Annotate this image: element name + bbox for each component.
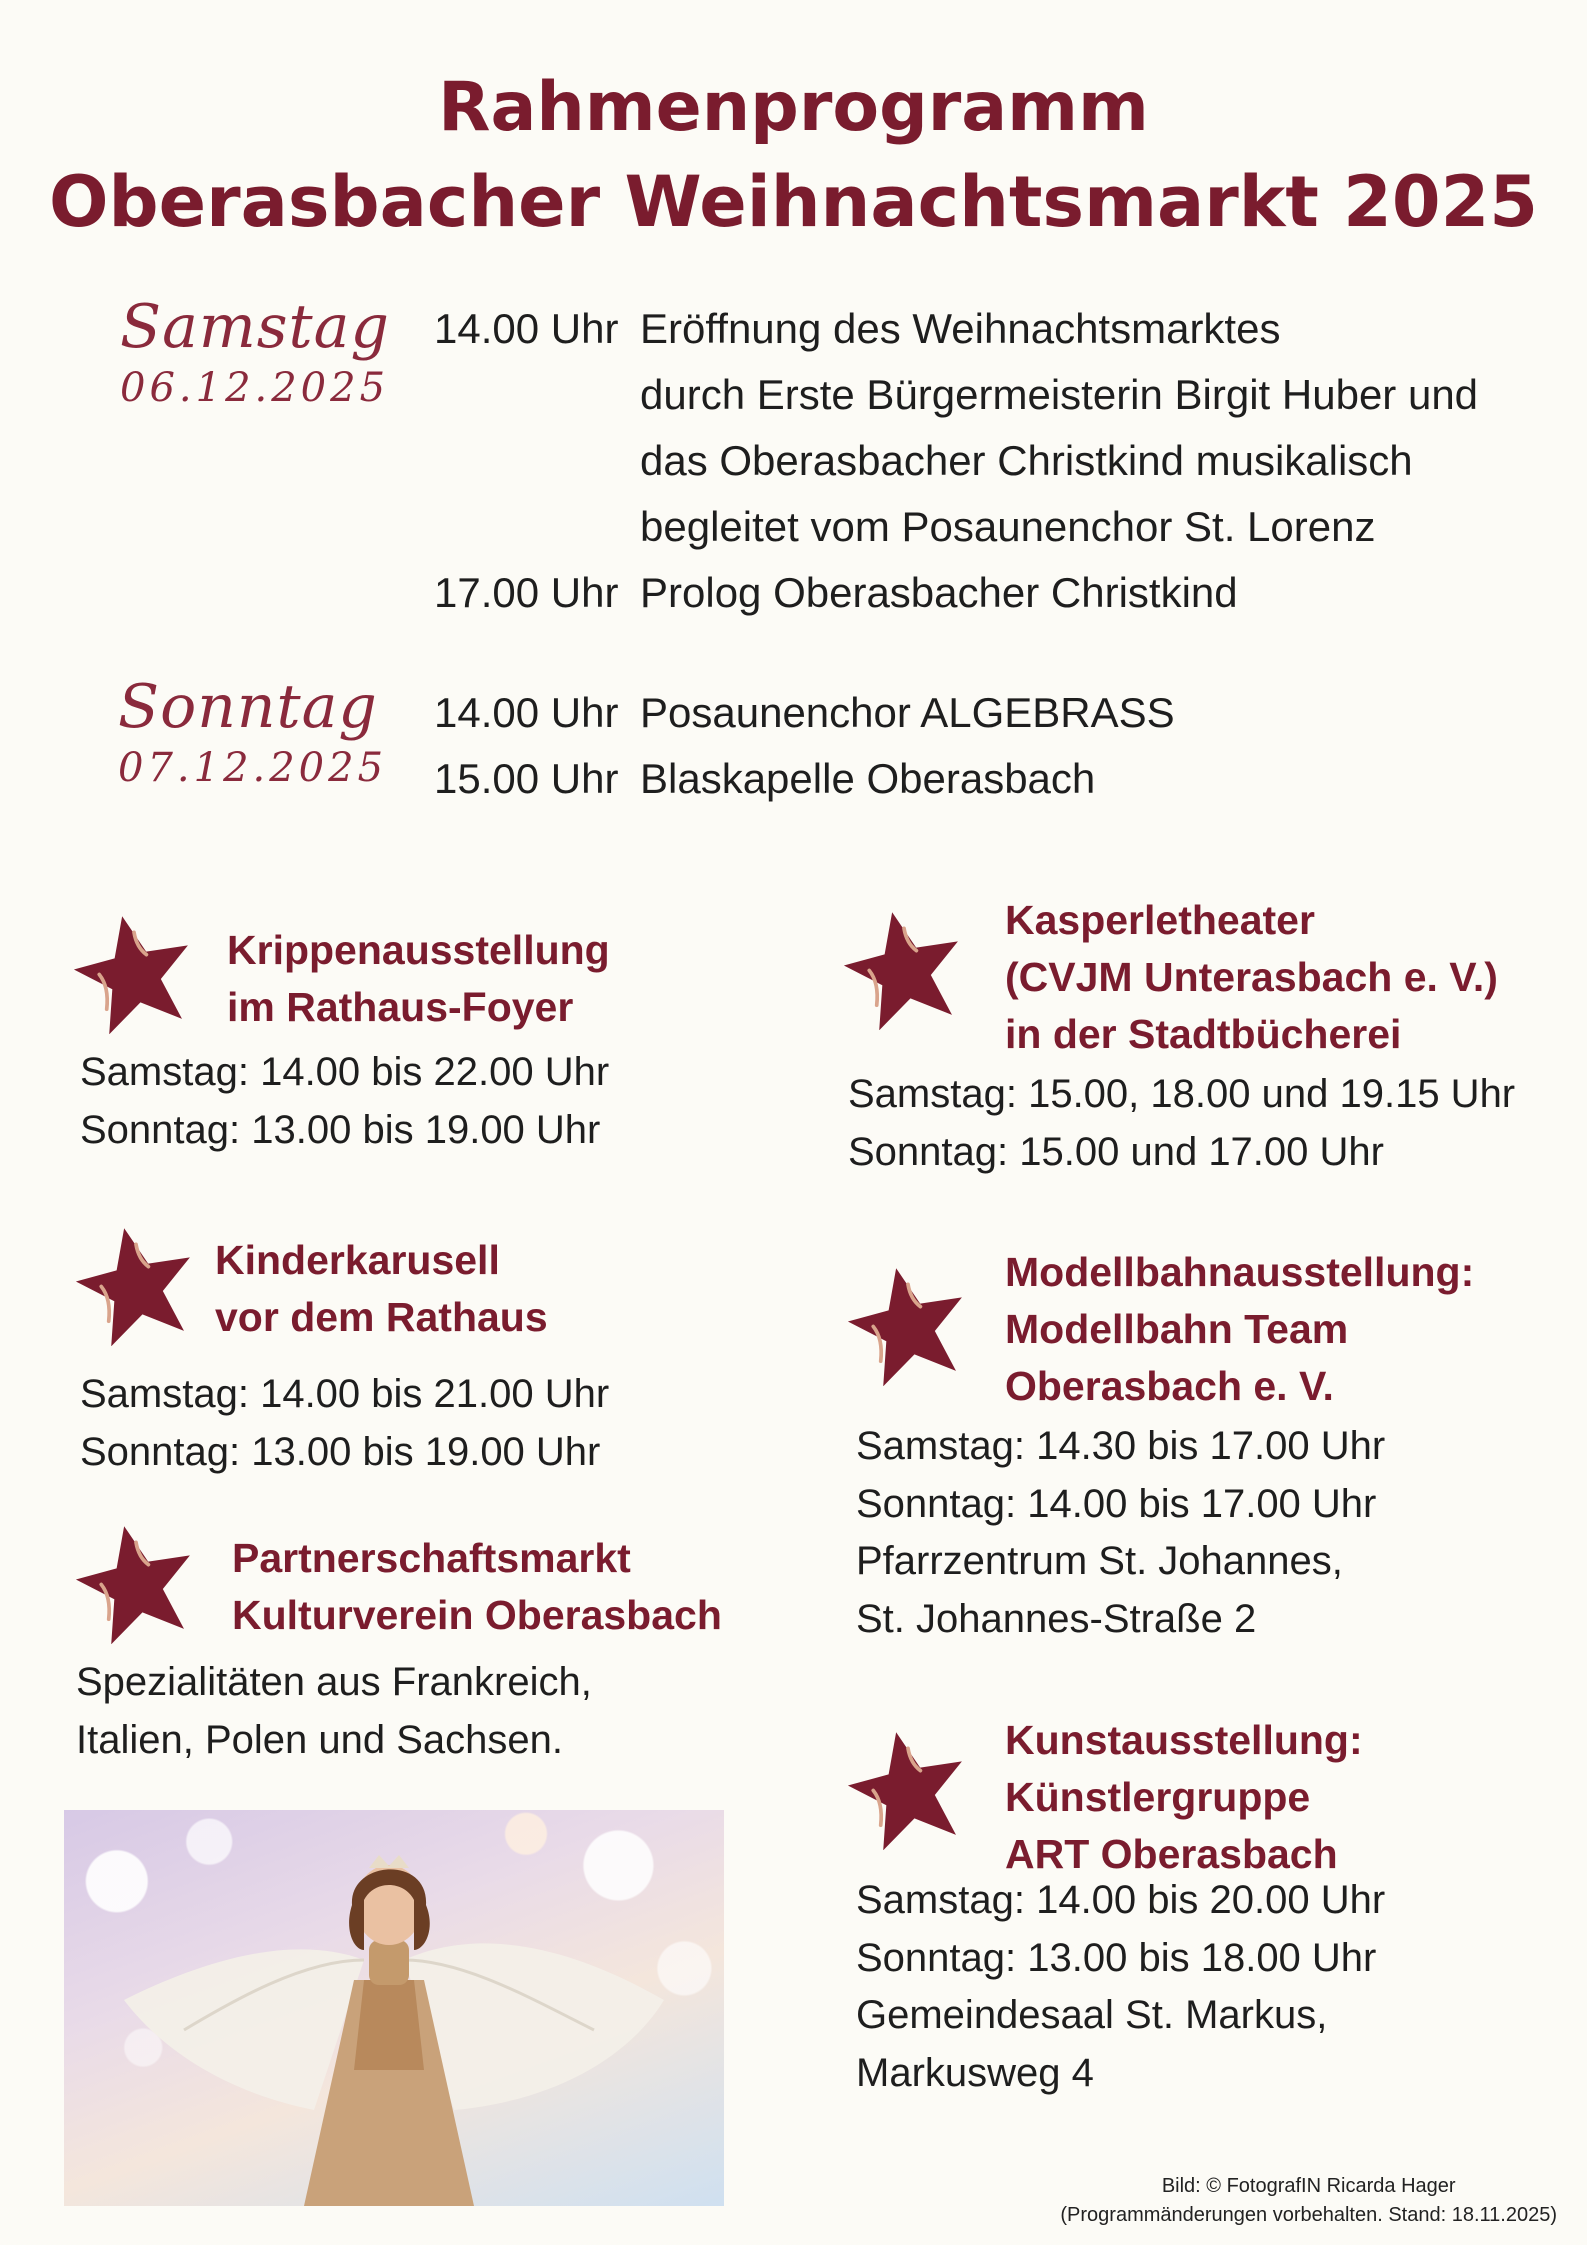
detail-line: Sonntag: 13.00 bis 18.00 Uhr bbox=[856, 1935, 1377, 1980]
attraction-details-modellbahn bbox=[856, 1418, 1385, 1648]
day-label-samstag bbox=[120, 292, 390, 412]
detail-line: Samstag: 14.00 bis 22.00 Uhr bbox=[80, 1050, 610, 1094]
heading-line: Künstlergruppe bbox=[1005, 1774, 1311, 1820]
day-date: 06.12.2025 bbox=[120, 365, 390, 411]
event-description bbox=[640, 296, 1478, 560]
detail-line: Samstag: 15.00, 18.00 und 19.15 Uhr bbox=[848, 1072, 1516, 1116]
star-icon bbox=[846, 1262, 970, 1386]
christkind-figure-image bbox=[64, 1810, 724, 2206]
event-time: 14.00 Uhr bbox=[434, 305, 619, 352]
event-time: 15.00 Uhr bbox=[434, 755, 619, 802]
detail-line: Sonntag: 14.00 bis 17.00 Uhr bbox=[856, 1481, 1377, 1526]
page-title-line1: Rahmenprogramm bbox=[438, 68, 1149, 147]
detail-line: Samstag: 14.00 bis 21.00 Uhr bbox=[80, 1372, 610, 1416]
star-icon bbox=[72, 910, 196, 1034]
schedule-row bbox=[434, 560, 1478, 626]
event-time: 17.00 Uhr bbox=[434, 569, 619, 616]
attraction-heading-karusell bbox=[215, 1232, 548, 1346]
detail-line: Spezialitäten aus Frankreich, bbox=[76, 1660, 592, 1704]
heading-line: Modellbahnausstellung: bbox=[1005, 1249, 1475, 1295]
credit-line: Bild: © FotografIN Ricarda Hager bbox=[1161, 2175, 1456, 2197]
heading-line: Krippenausstellung bbox=[227, 927, 610, 973]
detail-line: Markusweg 4 bbox=[856, 2050, 1094, 2095]
event-line: Prolog Oberasbacher Christkind bbox=[640, 569, 1238, 616]
detail-line: Sonntag: 13.00 bis 19.00 Uhr bbox=[80, 1107, 601, 1152]
star-icon bbox=[846, 1726, 970, 1850]
attraction-details-krippe bbox=[80, 1044, 609, 1159]
detail-line: Gemeindesaal St. Markus, bbox=[856, 1993, 1328, 2037]
schedule-row bbox=[434, 680, 1175, 746]
heading-line: Oberasbach e. V. bbox=[1005, 1363, 1334, 1409]
heading-line: vor dem Rathaus bbox=[215, 1294, 548, 1340]
detail-line: Sonntag: 13.00 bis 19.00 Uhr bbox=[80, 1429, 601, 1474]
event-description bbox=[640, 746, 1095, 812]
attraction-heading-kasperle bbox=[1005, 892, 1498, 1063]
star-icon bbox=[74, 1520, 198, 1644]
credit-line: (Programmänderungen vorbehalten. Stand: 18.11.2025) bbox=[1060, 2204, 1557, 2226]
heading-line: Modellbahn Team bbox=[1005, 1306, 1349, 1352]
attraction-heading-kunst bbox=[1005, 1712, 1363, 1883]
heading-line: Partnerschaftsmarkt bbox=[232, 1535, 631, 1581]
attraction-details-kasperle bbox=[848, 1066, 1515, 1181]
photo-credit bbox=[1060, 2172, 1557, 2230]
event-description bbox=[640, 560, 1238, 626]
schedule-row bbox=[434, 746, 1175, 812]
event-line: Blaskapelle Oberasbach bbox=[640, 755, 1096, 802]
attraction-details-kunst bbox=[856, 1872, 1385, 2102]
attraction-heading-krippe bbox=[227, 922, 610, 1036]
event-line: Eröffnung des Weihnachtsmarktes bbox=[640, 305, 1281, 352]
day-date: 07.12.2025 bbox=[118, 745, 388, 791]
detail-line: Samstag: 14.30 bis 17.00 Uhr bbox=[856, 1424, 1386, 1468]
detail-line: Samstag: 14.00 bis 20.00 Uhr bbox=[856, 1878, 1386, 1922]
heading-line: Kunstausstellung: bbox=[1005, 1717, 1363, 1763]
attraction-heading-partnerschaft bbox=[232, 1530, 722, 1644]
heading-line: Kasperletheater bbox=[1005, 897, 1315, 943]
heading-line: Kulturverein Oberasbach bbox=[232, 1592, 722, 1638]
schedule-samstag bbox=[434, 296, 1478, 626]
day-name: Sonntag bbox=[118, 672, 378, 742]
detail-line: Sonntag: 15.00 und 17.00 Uhr bbox=[848, 1129, 1384, 1174]
detail-line: Italien, Polen und Sachsen. bbox=[76, 1717, 564, 1762]
event-description bbox=[640, 680, 1175, 746]
day-name: Samstag bbox=[120, 292, 390, 362]
star-icon bbox=[74, 1222, 198, 1346]
heading-line: im Rathaus-Foyer bbox=[227, 984, 574, 1030]
heading-line: (CVJM Unterasbach e. V.) bbox=[1005, 954, 1498, 1000]
event-line: begleitet vom Posaunenchor St. Lorenz bbox=[640, 503, 1376, 550]
star-icon bbox=[842, 906, 966, 1030]
day-label-sonntag bbox=[118, 672, 387, 792]
event-line: das Oberasbacher Christkind musikalisch bbox=[640, 437, 1413, 484]
heading-line: in der Stadtbücherei bbox=[1005, 1011, 1402, 1057]
attraction-details-partnerschaft bbox=[76, 1654, 592, 1769]
page-title-line2: Oberasbacher Weihnachtsmarkt 2025 bbox=[48, 161, 1538, 243]
detail-line: Pfarrzentrum St. Johannes, bbox=[856, 1539, 1343, 1583]
event-time: 14.00 Uhr bbox=[434, 689, 619, 736]
detail-line: St. Johannes-Straße 2 bbox=[856, 1596, 1257, 1641]
attraction-details-karusell bbox=[80, 1366, 609, 1481]
event-line: durch Erste Bürgermeisterin Birgit Huber und bbox=[640, 371, 1479, 418]
schedule-sonntag bbox=[434, 680, 1175, 812]
christkind-photo bbox=[64, 1810, 724, 2206]
heading-line: ART Oberasbach bbox=[1005, 1831, 1338, 1877]
attraction-heading-modellbahn bbox=[1005, 1244, 1474, 1415]
heading-line: Kinderkarusell bbox=[215, 1237, 500, 1283]
schedule-row bbox=[434, 296, 1478, 560]
event-line: Posaunenchor ALGEBRASS bbox=[640, 689, 1175, 736]
